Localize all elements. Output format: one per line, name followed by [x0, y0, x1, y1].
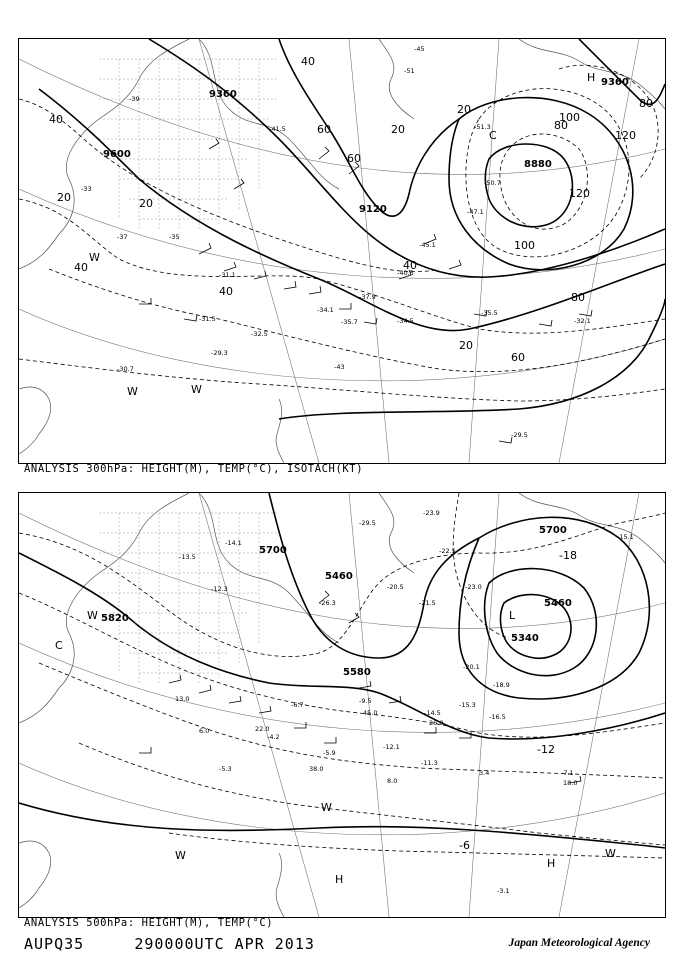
station-label: -12.1 — [383, 743, 400, 751]
station-label: -23.0 — [465, 583, 482, 591]
warm-center-marker: W — [89, 251, 100, 264]
isotach-label: 60 — [511, 351, 525, 364]
upper-chart-caption: ANALYSIS 300hPa: HEIGHT(M), TEMP(°C), ISOTACH(KT) — [24, 463, 364, 475]
lower-isotherms — [19, 493, 665, 858]
isotach-label: 80 — [554, 119, 568, 132]
isotach-label: 40 — [74, 261, 88, 274]
isotach-label: 80 — [639, 97, 653, 110]
upper-chart-panel — [18, 38, 666, 464]
cold-center-marker: C — [489, 129, 497, 142]
lower-chart-caption: ANALYSIS 500hPa: HEIGHT(M), TEMP(°C) — [24, 917, 274, 929]
station-label: -3.1 — [497, 887, 510, 895]
station-label: -22.5 — [439, 547, 456, 555]
chart-code: AUPQ35 — [24, 935, 85, 953]
upper-height-labels — [103, 77, 629, 215]
station-label: -14.5 — [424, 709, 441, 717]
height-label: 9360 — [601, 77, 629, 88]
temp-label: -37.9 — [359, 293, 376, 301]
isotach-label: 100 — [559, 111, 580, 124]
high-center-marker: H — [547, 857, 556, 870]
temp-label: -45.1 — [419, 241, 436, 249]
temp-label: -45 — [414, 45, 425, 53]
height-label: 5460 — [544, 598, 572, 609]
height-label: 5700 — [539, 525, 567, 536]
high-center-marker: H — [587, 71, 596, 84]
station-label: -26.3 — [319, 599, 336, 607]
station-label: 45.0 — [363, 709, 378, 717]
warm-center-marker: W — [127, 385, 138, 398]
station-label: -20.1 — [463, 663, 480, 671]
isotach-label: 120 — [615, 129, 636, 142]
temp-label: -43 — [334, 363, 345, 371]
station-label: -5.9 — [323, 749, 336, 757]
isotach-label: 80 — [571, 291, 585, 304]
lower-height-contours — [19, 493, 665, 848]
upper-wind-barbs — [139, 139, 592, 443]
station-label: 22.0 — [255, 725, 270, 733]
height-label: 5340 — [511, 633, 539, 644]
warm-center-marker: W — [191, 383, 202, 396]
height-label: 9120 — [359, 204, 387, 215]
isotach-label: 40 — [403, 259, 417, 272]
warm-center-marker: W — [605, 847, 616, 860]
height-label: 5820 — [101, 613, 129, 624]
height-label: 9600 — [103, 149, 131, 160]
station-label: -14.1 — [225, 539, 242, 547]
station-label: -15.1 — [617, 533, 634, 541]
station-label: 3.4 — [479, 769, 490, 777]
isotach-label: 20 — [459, 339, 473, 352]
station-label: 13.0 — [175, 695, 190, 703]
temp-label: -35.7 — [341, 318, 358, 326]
isotach-label: 40 — [301, 55, 315, 68]
station-label: -20.5 — [387, 583, 404, 591]
station-label: -23.9 — [423, 509, 440, 517]
isotach-label: 20 — [391, 123, 405, 136]
isotach-label: 20 — [457, 103, 471, 116]
isotach-label: 20 — [57, 191, 71, 204]
valid-time: 290000UTC APR 2013 — [134, 935, 315, 953]
temp-label: -51 — [404, 67, 415, 75]
lower-chart-panel — [18, 492, 666, 918]
upper-grid-hatch — [99, 59, 279, 229]
warm-center-marker: W — [87, 609, 98, 622]
station-label: -21.5 — [419, 599, 436, 607]
station-label: -29.5 — [359, 519, 376, 527]
station-label: -7.1 — [561, 769, 574, 777]
temp-label: -29.3 — [211, 349, 228, 357]
isotherm-label: -18 — [559, 549, 577, 562]
station-label: 18.0 — [563, 779, 578, 787]
height-label: 5460 — [325, 571, 353, 582]
station-label: -11.3 — [421, 759, 438, 767]
lower-height-labels — [101, 525, 572, 678]
temp-label: -35.5 — [481, 309, 498, 317]
station-label: -9.5 — [359, 697, 372, 705]
temp-label: -51.3 — [474, 123, 491, 131]
station-label: -12.3 — [211, 585, 228, 593]
temp-label: -34.1 — [317, 306, 334, 314]
temp-label: -31.5 — [199, 315, 216, 323]
isotach-label: 40 — [219, 285, 233, 298]
station-label: -15.3 — [459, 701, 476, 709]
isotach-label: 120 — [569, 187, 590, 200]
temp-label: -41.5 — [269, 125, 286, 133]
isotherm-label: -12 — [537, 743, 555, 756]
height-label: 5700 — [259, 545, 287, 556]
isotach-label: 20 — [139, 197, 153, 210]
chart-identifier — [24, 935, 315, 953]
temp-label: -47.1 — [467, 208, 484, 216]
upper-chart-map — [19, 39, 665, 463]
isotherm-label: -6 — [459, 839, 470, 852]
lower-chart-map — [19, 493, 665, 917]
station-label: 8.0 — [387, 777, 398, 785]
station-label: -5.3 — [219, 765, 232, 773]
temp-label: -31.1 — [219, 271, 236, 279]
temp-label: -33 — [81, 185, 92, 193]
temp-label: -32.5 — [251, 330, 268, 338]
temp-label: -34.5 — [397, 317, 414, 325]
isotach-label: 60 — [347, 152, 361, 165]
agency-name: Japan Meteorological Agency — [508, 937, 650, 949]
station-label: -4.2 — [267, 733, 280, 741]
station-label: -13.5 — [179, 553, 196, 561]
warm-center-marker: W — [175, 849, 186, 862]
temp-label: -39 — [129, 95, 140, 103]
station-label: 26.0 — [429, 719, 444, 727]
low-center-marker: L — [509, 609, 516, 622]
height-label: 5580 — [343, 667, 371, 678]
temp-label: -29.5 — [511, 431, 528, 439]
station-label: -18.9 — [493, 681, 510, 689]
station-label: -6.7 — [291, 701, 304, 709]
temp-label: -32.1 — [574, 317, 591, 325]
station-label: 38.0 — [309, 765, 324, 773]
cold-center-marker: C — [55, 639, 63, 652]
high-center-marker: H — [335, 873, 344, 886]
isotach-label: 60 — [317, 123, 331, 136]
temp-label: -40.5 — [397, 269, 414, 277]
station-label: 6.0 — [199, 727, 210, 735]
station-label: -16.5 — [489, 713, 506, 721]
height-label: 8880 — [524, 159, 552, 170]
temp-label: -35 — [169, 233, 180, 241]
isotach-label: 100 — [514, 239, 535, 252]
height-label: 9360 — [209, 89, 237, 100]
temp-label: -37 — [117, 233, 128, 241]
warm-center-marker: W — [321, 801, 332, 814]
isotach-label: 40 — [49, 113, 63, 126]
temp-label: -50.7 — [484, 179, 501, 187]
temp-label: -30.7 — [117, 365, 134, 373]
